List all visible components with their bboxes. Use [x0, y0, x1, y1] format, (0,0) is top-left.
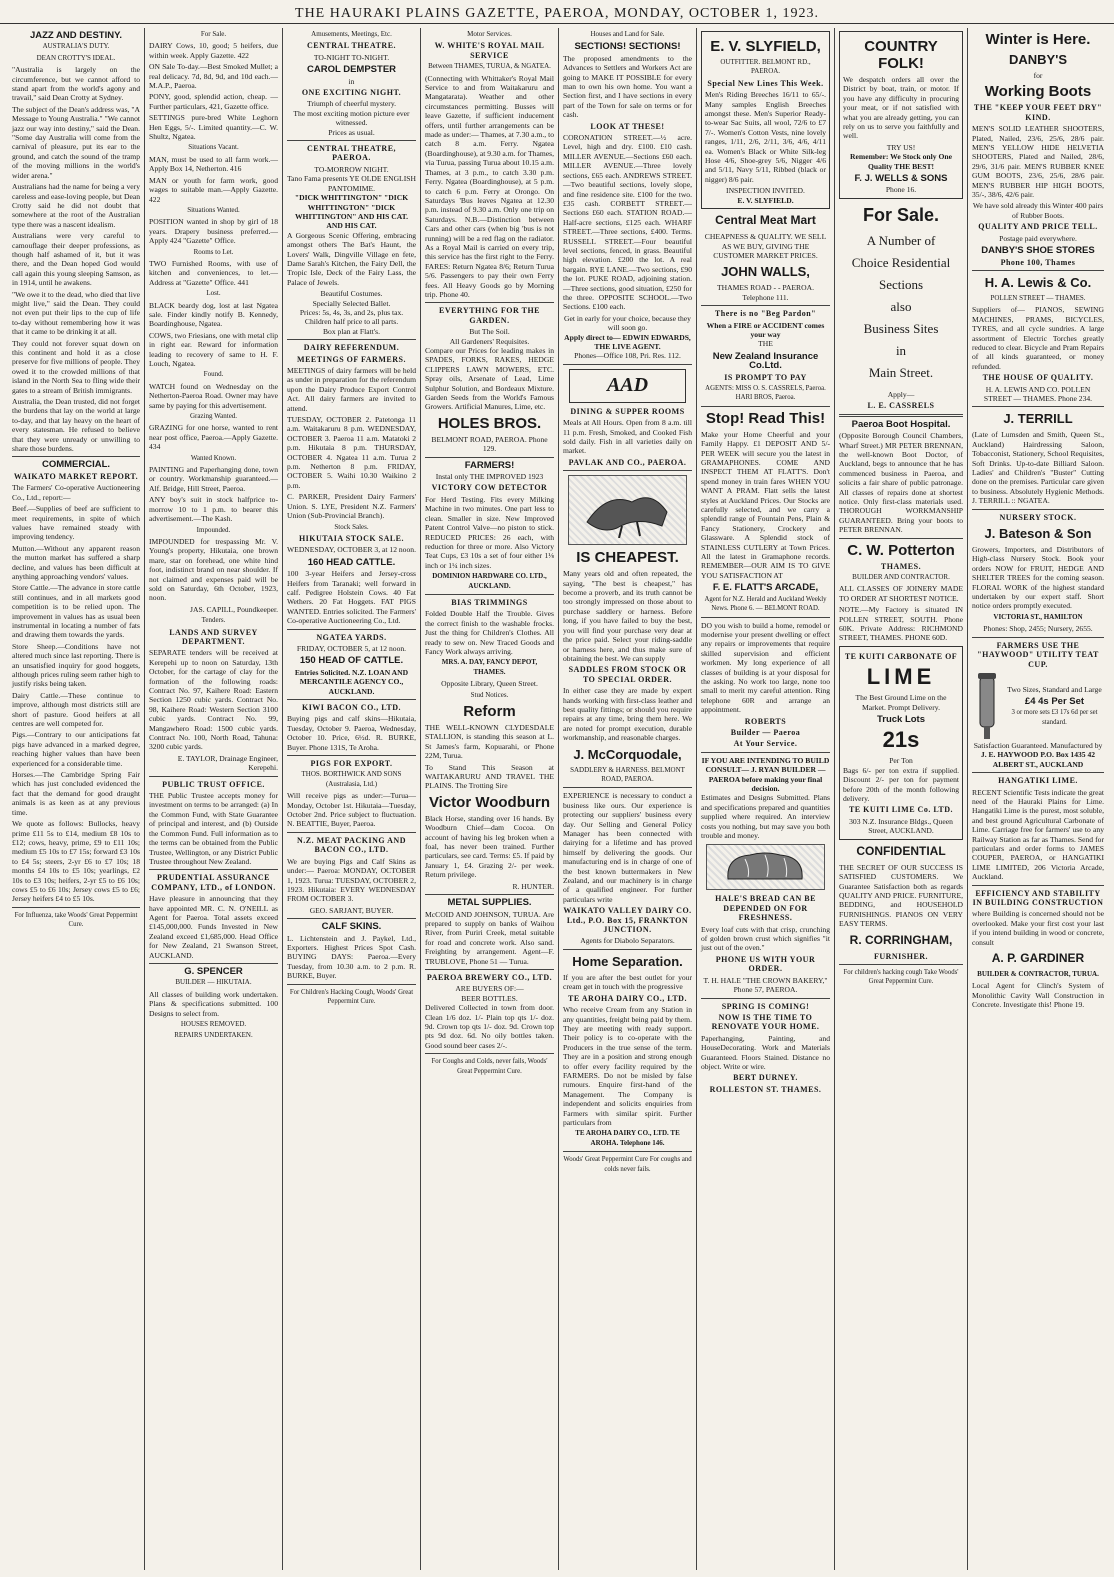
ad-text: In either case they are made by expert hands working with first-class leather and best quality fittings; or should you require repairs at any time, bring them here. We are noted for prompt execution, durable workmanship, and reasonable charges. [563, 686, 692, 743]
ad-text: THE SECRET OF OUR SUCCESS IS SATISFIED CUSTOMERS. We Guarantee Satisfaction both as regards QUALITY AND PRICE. FURNITURE, BEDDING, and HOUSEHOLD FURNISHINGS. PIANOS ON VERY EASY TERMS. [839, 862, 963, 929]
ad-subtitle: BUILDER AND CONTRACTOR. [852, 572, 950, 581]
ad-title: PAEROA BREWERY CO., LTD. [426, 972, 553, 982]
ad-text: To Stand This Season at WAITAKARURU AND TRAVEL THE PLAINS. The Trotting Sire [425, 762, 554, 791]
ad-title: Paeroa Boot Hospital. [851, 418, 951, 430]
ad-text: Estimates and Designs Submitted. Plans and specifications prepared and quantities supplied where required. An interview costs you nothing, but may save you both trouble and money. [701, 793, 830, 841]
ad-line: Apply— [887, 389, 915, 399]
footer-ad: Woods' Great Peppermint Cure For coughs and colds never fails. [563, 1156, 692, 1173]
ad-text: Who receive Cream from any Station in any quantities, freight being paid by them. They are meeting with ready support. Their policy is to co-operate with the Producers in the true sense of the term. They are in a position and strong enough to offer every facility required by the FARMERS. Do not be misled by false rumours. Enquire first-hand of the Management. The Company is independent and solicits enquiries from Farmers with similar spirit. Further particulars from [563, 1005, 692, 1127]
signature: TE AROHA DAIRY CO., LTD. TE AROHA. Telephone 146. [575, 1129, 680, 1147]
ad-text: RECENT Scientific Tests indicate the great need of the Hauraki Plains for Lime. Hangatiki Lime is the purest, most soluble, and best ground Agricultural Carbonate of Lime. Carriage free for farmers' use to any Railway Station as far as Thames. Send for particulars and order forms to JAMES COUPER, PAEROA, or HANGATIKI LIME LIMITED, 206 Victoria Arcade, Auckland. [972, 787, 1104, 882]
ad-title: CENTRAL THEATRE, PAEROA. [306, 144, 397, 163]
haywood-body [972, 671, 1104, 741]
dining-logo: AAD [569, 369, 685, 403]
ad-brand: C. W. Potterton [847, 541, 955, 559]
ad-brand: F. E. FLATT'S ARCADE, [712, 582, 819, 594]
ad-line: Two Sizes, Standard and Large [1007, 684, 1102, 694]
section-heading: Found. [203, 370, 224, 379]
ad-title: Working Boots [984, 83, 1092, 101]
ad-title: NURSERY STOCK. [999, 512, 1077, 522]
ad-line: Opposite Library, Queen Street. [441, 679, 538, 689]
classified-ad: ANY boy's suit in stock halfprice to-morrow 10 to 1 p.m. to bearer this advertisement.—The Kash. [149, 495, 278, 524]
ad-line: Choice Residential [851, 254, 951, 270]
ad-text: Bags 6/- per ton extra if supplied. Discount 2/- per ton for payment before 20th of the month following delivery. [843, 765, 959, 804]
ad-text: Growers, Importers, and Distributors of High-class Nursery Stock. Book your orders NOW for FRUIT, HEDGE AND SHELTER TREES for the coming season. FLORAL WORK of the highest standard undertaken by our expert staff. Short notice orders promptly executed. [972, 545, 1104, 611]
ad-line: Prices as usual. [328, 127, 375, 137]
ad-text: TUESDAY, OCTOBER 2. Patetonga 11 a.m. Waitakaruru 8 p.m. WEDNESDAY, OCTOBER 3. Paeroa 11 a.m. Matatoki 2 p.m. Hikutaia 8 p.m. THURSDAY, OCTOBER 4. Ngatea 11 a.m. Turua 2 p.m. Netherton 8 p.m. FRIDAY, OCTOBER 5. Waihi 10.30 Waikino 2 p.m. [287, 415, 416, 490]
ad-line: Main Street. [868, 364, 934, 380]
bread-loaf-icon [720, 849, 810, 885]
ad-title: DINING & SUPPER ROOMS [570, 406, 685, 416]
ad-title: IS CHEAPEST. [576, 549, 679, 567]
footer-ad: For Influenza, take Woods' Great Peppermint Cure. [14, 911, 138, 929]
section-heading: Tenders. [201, 616, 226, 625]
ad-line: ROLLESTON ST. THAMES. [709, 1084, 822, 1094]
ad-brand: E. V. SLYFIELD, [710, 38, 821, 55]
ad-line: Prices: 5s, 4s, 3s, and 2s, plus tax. Children half price to all parts. [299, 307, 404, 327]
ad-title: METAL SUPPLIES. [447, 897, 532, 909]
ad-line: When a FIRE or ACCIDENT comes your way [706, 320, 825, 339]
article-paragraph: "Australia is largely on the circumference, but we cannot afford to stand apart from the world's agony and travail," said Dean Crotty at Sydney. [12, 65, 140, 103]
ad-title: THAMES. [880, 561, 922, 571]
ad-line: The most exciting motion picture ever witnessed. [293, 108, 410, 128]
ad-title: G. SPENCER [184, 965, 243, 977]
ad-title: NGATEA YARDS. [316, 632, 387, 642]
ad-brand: LIME [866, 664, 936, 690]
section-heading: For Sale. [200, 30, 227, 38]
ad-title: Special New Lines This Week. [707, 78, 824, 88]
ad-title: PHONE US WITH YOUR ORDER. [715, 954, 816, 974]
ad-brand: L. E. CASSRELS [867, 401, 935, 411]
ad-line: Entries Solicited. N.Z. LOAN AND MERCANTILE AGENCY CO., AUCKLAND. [294, 667, 409, 696]
ad-text: Every loaf cuts with that crisp, crunching of golden brown crust which signifies "it just out of the oven." [701, 924, 830, 953]
ad-line: INSPECTION INVITED. [726, 186, 805, 196]
ad-brand: DANBY'S [1009, 52, 1067, 67]
ad-text: (Opposite Borough Council Chambers, Wharf Street.) MR PETER BRENNAN, the well-known Boot Doctor, of Auckland, begs to announce that he has commenced business in Paeroa, and solicits a fair share of public patronage. All classes of repairs done at shortest notice. Only first-class materials used. THOROUGH WORKMANSHIP GUARANTEED. Bring your boots to PETER BRENNAN. [839, 431, 963, 535]
ad-line: Sections [878, 276, 924, 292]
section-heading: Lost. [206, 289, 221, 298]
ad-text: Meals at All Hours. Open from 8 a.m. till 11 p.m. Fresh, Smoked, and Cooked Fish sold daily. Fish in all varieties daily on market. [563, 418, 692, 456]
ad-line: But The Soil. [469, 327, 510, 337]
ad-subtitle: POLLEN STREET — THAMES. [990, 293, 1086, 302]
classified-ad: PAINTING and Paperhanging done, town or country. Workmanship guaranteed.—Alf. Bridge, Hill Street, Paeroa. [149, 465, 278, 493]
ad-text: CHEAPNESS & QUALITY. WE SELL AS WE BUY, GIVING THE CUSTOMER MARKET PRICES. [704, 232, 827, 260]
signature: GEO. SARJANT, BUYER. [309, 905, 394, 915]
ad-title: W. WHITE'S ROYAL MAIL SERVICE [434, 41, 545, 60]
ad-line: FRIDAY, OCTOBER 5, at 12 noon. [296, 643, 407, 653]
ad-title: There is no "Beg Pardon" [714, 309, 817, 319]
ad-text: (Connecting with Whittaker's Royal Mail Service to and from Waitakaruru and Mangatarata). Weather and other circumstances permitting. Busses will leave Gazette, if sufficient inducement offers, until further arrangements can be made as under:— Thames, at 7.30 a.m., to catch 8 a.m. Ferry. Ngatea (Boardinghouse), at 9.30 a.m. for Thames, via Turua, passing Turua about 10.15 a.m. Thames, at 3 p.m., to catch 3.30 p.m. Ferry. Ngatea (Boardinghouse), at 5 p.m. to catch 6 p.m. Ferry at Orongo. On Saturdays 'Bus leaves Ngatea at 12.30 p.m. instead of 9.30 a.m. Only one trip on Saturdays. N.B.—Distinction between Cars and other cars (when big 'bus is not running) will be a red flag on the radiator. As a Royal Mail is carried on every trip, this service has the first right to the Ferry. FARES: Return Ngatea 8/6; Return Turua 5/6. Passengers to pay their own Ferry fees. All Heavy Goods go by Morning trip. Phone 40. [425, 73, 554, 299]
article-paragraph: They could not forever squat down on this continent and hold it as a close preserve for five millions of people. They owed it to the crowded millions of that island in the North Sea to fling wide their gates to a stream of British immigrants. [12, 338, 140, 395]
page-columns [8, 28, 1108, 1570]
article-subtitle: AUSTRALIA'S DUTY. [42, 42, 110, 51]
article-title: WAIKATO MARKET REPORT. [13, 471, 139, 481]
article-paragraph: Beef.—Supplies of beef are sufficient to meet requirements, in spite of which values have remained steady with improving tendency. [12, 504, 140, 542]
article-subtitle: DEAN CROTTY'S IDEAL. [36, 53, 116, 62]
ad-title: BIAS TRIMMINGS [451, 597, 528, 607]
ad-title: WAIKATO VALLEY DAIRY CO. Ltd., P.O. Box 15, FRANKTON JUNCTION. [563, 906, 692, 935]
classified-ad: COWS, two Friesians, one with metal clip in right ear. Reward for information leading to recovery of same to H. F. Louch, Ngatea. [149, 330, 278, 368]
section-heading: Stud Notices. [470, 690, 509, 699]
ad-line: BELMONT ROAD, PAEROA. Phone 129. [431, 434, 548, 454]
ad-text: MEN'S SOLID LEATHER SHOOTERS, Plated, Nailed, 23/6, 25/6, 28/6 pair. MEN'S YELLOW HIDE HELVETIA SHOOTERS, Plated and Nailed, 28/6, 29/6, 31/6 pair. MEN'S RUBBER KNEE GUM BOOTS, 23/6, 25/6, 28/6 pair. MEN'S RUBBER HIP HIGH BOOTS, 35/-, 38/6, 42/6 pair. [972, 124, 1104, 200]
ad-subtitle: THOS. BORTHWICK AND SONS (Australasia, Ltd.) [301, 770, 402, 788]
ad-title: Home Separation. [572, 953, 683, 969]
country-folk-ad [839, 31, 963, 199]
section-heading: Rooms to Let. [193, 247, 234, 256]
ad-line: All Gardeners' Requisites. [449, 336, 530, 346]
ad-line: Phones—Office 108, Pri. Res. 112. [574, 351, 681, 361]
signature: T. H. HALE "THE CROWN BAKERY," Phone 57, PAEROA. [703, 975, 828, 995]
ad-line: HOUSES REMOVED. [180, 1020, 247, 1028]
ad-subtitle: SADDLERY & HARNESS. BELMONT ROAD, PAEROA. [570, 765, 685, 783]
ad-title: FARMERS! [464, 459, 515, 471]
ad-title: PUBLIC TRUST OFFICE. [162, 779, 265, 789]
price: £4 4s Per Set [1024, 696, 1085, 707]
ad-brand: ROBERTS [744, 716, 787, 726]
ad-text: where Building is concerned should not be overlooked. Make your first cost your last if you intend building in wood or concrete, consult [972, 909, 1104, 947]
classified-ad: TWO Furnished Rooms, with use of kitchen and conveniences, to let.—Address at "Gazette" Office. 441 [149, 258, 278, 287]
ad-text: CORONATION STREET.—½ acre. Level, high and dry. £100. £10 cash. MILLER AVENUE.—Sections £60 each. MILLER AVENUE.—Three lovely sections, £65 each. ANDREWS STREET.—Two beautiful sections, lovely slope, and fine residence site. £100 for the two. £35 cash. CORBETT STREET.—Sections £60 each. STATION ROAD.—Half-acre sections, £125 each. WHARF STREET.—Three sections, £400. Terms. RUSSELL STREET.—Four beautiful level sections, fenced, in grass. Beautiful high elevation. £200 the lot. A real bargain. RYE LANE.—Two sections, £90 the lot. PUKE ROAD, adjoining station.—Three sections, good situation, £250 for the three. OPPOSITE SCHOOL.—Two Sections. £100 each. [563, 133, 692, 312]
ad-brand: R. CORRINGHAM, [849, 932, 953, 947]
ad-text: Black Horse, standing over 16 hands. By Woodburn Chief—dam Cocoa. On account of having his leg broken when a foal, has never been trained. Further particulars, see card. Terms: £5. If paid by January 1, £4. Grazing 2/- per week. Return privilege. [425, 813, 554, 880]
signature: H. A. LEWIS AND CO. POLLEN STREET — THAMES. Phone 234. [983, 384, 1093, 403]
ad-title: HALE'S BREAD CAN BE DEPENDED ON FOR FRESHNESS. [715, 894, 816, 923]
signature: E. TAYLOR, Drainage Engineer, Kerepehi. [177, 753, 278, 773]
section-heading: Situations Wanted. [187, 205, 240, 214]
classified-ad: MAN or youth for farm work, good wages to suitable man.—Apply Gazette. 422 [149, 175, 278, 204]
article-paragraph: Store Sheep.—Conditions have not altered much since last reporting. There is an unsatisfied inquiry for good hoggets, although prices ruling seem rather high to justify risks being taken. [12, 641, 140, 689]
ad-line: 160 HEAD CATTLE. [307, 556, 396, 568]
ad-title: N.Z. MEAT PACKING AND BACON CO., LTD. [297, 835, 406, 855]
ad-title: THE HOUSE OF QUALITY. [982, 373, 1094, 383]
ad-line: Per Ton [889, 756, 913, 766]
ad-text: Will receive pigs as under:—Turua—Monday, October 1st. Hikutaia—Tuesday, October 2nd. Price subject to fluctuation. N. BEATTIE, Buyer, Paeroa. [287, 791, 416, 829]
classified-ad: THE Public Trustee accepts money for investment on terms to be arranged: (a) In the Common Fund, with State Guarantee of principal and interest, and (b) Outside the Common Fund. Full information as to the terms can be obtained from the Public Trustee, Wellington, or any District Public Trustee throughout New Zealand. [149, 791, 278, 866]
footer-ad: For Children's Hacking Cough, Woods' Great Peppermint Cure. [289, 988, 414, 1005]
ad-brand: Victor Woodburn [428, 793, 551, 811]
bread-illustration [706, 844, 825, 890]
ad-subtitle: Between THAMES, TURUA, & NGATEA. [428, 62, 551, 71]
ad-title: FARMERS USE THE "HAYWOOD" UTILITY TEAT CUP. [977, 640, 1099, 669]
ad-title: TE AROHA DAIRY CO., LTD. [568, 993, 687, 1003]
ad-title: Stop! Read This! [705, 409, 826, 427]
ad-line: Tano Fama presents YE OLDE ENGLISH PANTOMIME. [287, 174, 416, 193]
ad-title: PIGS FOR EXPORT. [310, 759, 393, 769]
ad-line: DOMINION HARDWARE CO. LTD., AUCKLAND. [432, 572, 547, 590]
classified-ad: DAIRY Cows, 10, good; 5 heifers, due within week. Apply Gazette. 422 [149, 41, 278, 60]
ad-title: IS PROMPT TO PAY [724, 372, 807, 382]
article-paragraph: The subject of the Dean's address was, "A Message to Young Australia." "We cannot jazz our way into destiny," said the Dean. "Some day Australia will come from the carnival of pleasure, put its ear to the ground, and catch the sound of the tramp of the moving millions in the world's wider arena." [12, 104, 140, 180]
signature: JAS. CAPILL, Poundkeeper. [190, 604, 278, 614]
ad-brand: TE KUITI LIME Co. LTD. [848, 805, 954, 815]
ad-title: VICTORY COW DETECTOR [431, 483, 548, 493]
ad-text: IF YOU ARE INTENDING TO BUILD CONSULT— J. RYAN BUILDER — PAEROA before making your final decision. [701, 755, 830, 793]
ad-text: We despatch orders all over the District by boat, train, or motor. If you have any difficulty in procuring your meat, or if not satisfied with what you are already getting, you can rely on us to serve you faithfully and well. [843, 75, 959, 141]
ad-brand: HOLES BROS. [437, 414, 542, 432]
ad-text: DO you wish to build a home, remodel or modernise your present dwelling or effect any repairs or improvements that require skilled supervision and efficient workmen. My long experience of all classes of building is at your disposal for the asking. No work too large, none too small to merit my careful attention. Ring telephone 60R and arrange an appointment. [701, 620, 830, 715]
classified-ad: ON Sale To-day.—Best Smoked Mullet; a real delicacy. 7d, 8d, 9d, and 10d each.—M.A.P., Paeroa. [149, 62, 278, 91]
column-7 [835, 28, 968, 1570]
signature: E. V. SLYFIELD. [737, 195, 794, 205]
lime-ad [839, 646, 963, 840]
ad-text: Buying pigs and calf skins—Hikutaia, Tuesday, October 9. Paeroa, Wednesday, October 10. Price, 6½d. R. BURKE, Buyer. Phone 131S, Te Aroha. [287, 714, 416, 752]
ad-text: The Best Ground Lime on the Market. Prompt Delivery. [855, 693, 947, 712]
ad-line: also [890, 298, 912, 314]
ad-subtitle: OUTFITTER. BELMONT RD., PAEROA. [720, 58, 811, 76]
ad-line: Phone 100, Thames [1000, 257, 1076, 267]
column-3 [283, 28, 421, 1570]
ad-line: Business Sites [863, 320, 939, 336]
ad-text: Many years old and often repeated, the saying, "The best is cheapest," has become a proverb, and its truth cannot be too strongly impressed on those about to purchase saddlery or harness. Before long, if you have failed to buy the best, you will find your purchase very dear at the price paid. Select your riding-saddle or harness here, and thus make sure of obtaining the best. We can supply [563, 569, 692, 663]
ad-text: McCOID AND JOHNSON, TURUA. Are prepared to supply on banks of Waihou River, from Puriri Creek, metal suitable for road and concrete work. Also sand. Freighting by arrangement. Agent—F. TRUBLOVE, Phone 51 — Turua. [425, 909, 554, 966]
classified-ad: POSITION wanted in shop by girl of 18 years. Drapery business preferred.—Apply 424 "Gazette" Office. [149, 217, 278, 246]
ad-brand: A. P. GARDINER [991, 951, 1085, 966]
classified-ad: SEPARATE tenders will be received at Kerepehi up to noon on Saturday, 13th October, for the cartage of clay for the formation of the following roads: Contract No. 97, Kaihere Road: Eastern Section 1250 cubic yards. Contract No. 98, Kaihere Road: Western Section 3100 cubic yards. Contract No. 99, Mangawhero Road: 1500 cubic yards. Contract No. 100, North Road, Tahuna: 3200 cubic yards. [149, 648, 278, 752]
ad-line: in [895, 342, 907, 358]
ad-line: AGENTS: MISS O. S. CASSRELS, Paeroa. HARI BROS, Paeroa. [705, 384, 826, 402]
ad-title: LOOK AT THESE! [590, 121, 665, 131]
ad-line: Postage paid everywhere. [999, 233, 1077, 243]
ad-title: KIWI BACON CO., LTD. [301, 703, 402, 712]
saddle-illustration [568, 475, 687, 545]
section-heading: Stock Sales. [334, 522, 369, 531]
ad-title: PAVLAK AND CO., PAEROA. [568, 457, 687, 467]
ad-line: TRY US! [886, 142, 916, 152]
slyfield-ad [701, 31, 830, 209]
ad-line: Box plan at Flatt's. [322, 326, 381, 336]
ad-subtitle: BUILDER & CONTRACTOR, TURUA. [977, 970, 1099, 979]
ad-line: THE [758, 339, 773, 349]
ad-line: Remember: We Stock only One Quality THE BEST! [850, 152, 952, 171]
ad-title: THE "KEEP YOUR FEET DRY" KIND. [973, 103, 1103, 122]
ad-text: The proposed amendments to the Advances to Settlers and Workers Act are going to MAKE IT POSSIBLE for every man to own his own home. You want a Section first, and I have sections in every part of the Town for sale on terms or for cash. [563, 53, 692, 120]
ad-title: HANGATIKI LIME. [998, 776, 1078, 786]
ad-title: For Sale. [862, 204, 940, 225]
ad-text: C. PARKER, President Dairy Farmers' Union. S. LYE, President N.Z. Farmers' Union (Sub-Provincial Branch). [287, 492, 416, 521]
ad-line: WEDNESDAY, OCTOBER 3, at 12 noon. [287, 545, 416, 555]
ad-brand: DANBY'S SHOE STORES [981, 245, 1095, 257]
ad-title: PRUDENTIAL ASSURANCE COMPANY, LTD., of LONDON. [151, 873, 276, 892]
section-heading: COMMERCIAL. [41, 459, 111, 471]
ad-title: HIKUTAIA STOCK SALE. [298, 533, 405, 543]
ad-line: CAROL DEMPSTER [306, 64, 397, 76]
ad-line: for [1033, 71, 1043, 80]
article-paragraph: The Farmers' Co-operative Auctioneering Co., Ltd., report:— [12, 483, 140, 502]
ad-brand: Reform [463, 703, 516, 720]
ad-line: Agents for Diabolo Separators. [580, 936, 675, 946]
footer-ad: For children's hacking cough Take Woods' Great Peppermint Cure. [843, 968, 959, 986]
ad-line: 3 or more sets £3 17s 6d per set standard. [1011, 709, 1098, 726]
article-paragraph: Store Cattle.—The advance in store cattle still continues, and in all markets good competition is to be relied upon. The improvement in values has as usual been instrumental in locating a number of fats and drawing them towards the yards. [12, 583, 140, 640]
article-paragraph: "We owe it to the dead, who died that live might live," said the Dean. They could not even put their lips to the cup of life to-day without remembering how it was that it came to be drinking it at all. [12, 289, 140, 337]
price: 21s [882, 727, 920, 753]
ad-title: COUNTRY FOLK! [864, 38, 938, 72]
ad-line: Instal only THE IMPROVED 1923 [435, 472, 544, 482]
ad-line: Satisfaction Guaranteed. Manufactured by [973, 740, 1103, 750]
ad-text: Suppliers of— PIANOS, SEWING MACHINES, PRAMS, BICYCLES, TYRES, and all cycle sundries. A large assortment of Electric Torches greatly reduced to clear. Bicycle and Pram Repairs of all kinds guaranteed, or money refunded. [972, 305, 1104, 371]
section-heading: Houses and Land for Sale. [590, 30, 665, 38]
ad-title: CALF SKINS. [321, 921, 382, 933]
classified-ad: PONY, good, splendid action, cheap. — Further particulars, 421, Gazette office. [149, 92, 278, 111]
column-5 [559, 28, 697, 1570]
ad-subtitle: BUILDER — HIKUTAIA. [175, 978, 252, 987]
ad-text: Make your Home Cheerful and your Family Happy. £1 DEPOSIT AND 5/- PER WEEK will secure you the latest in GRAMAPHONES. COME AND INSPECT THEM AT FLATT'S. Don't spend money in train fares WHEN YOU WANT A PRAM. Flatt sells the latest styles at Auckland Prices. Our Stocks are carefully selected, and we carry a splendid range of Fountain Pens, Plain & Fancy Stationery, Crockery and Glassware. A Splendid stock of STAINLESS CUTLERY at Town Prices. All the latest in Gramaphone records. REMEMBER—OUR AIM IS TO GIVE YOU SATISFACTION AT [701, 429, 830, 580]
ad-title: DAIRY REFERENDUM. [303, 343, 400, 353]
ad-line: 150 HEAD OF CATTLE. [299, 655, 404, 667]
article-paragraph: Pigs.—Contrary to our anticipations fat pigs have advanced in a marked degree, reaching higher values than have been experienced for a considerable time. [12, 730, 140, 768]
classified-ad: BLACK beardy dog, lost at last Ngatea sale. Finder kindly notify B. Kennedy, Boardinghouse, Ngatea. [149, 300, 278, 329]
ad-line: Phone 16. [885, 185, 917, 195]
ad-text: We are buying Pigs and Calf Skins as under:— Paeroa: MONDAY, OCTOBER 1, 1923. Turua: TUESDAY, OCTOBER 2, 1923. Hikutaia: EVERY WEDNESDAY FROM OCTOBER 3. [287, 856, 416, 904]
classified-ad: SETTINGS pure-bred White Leghorn Hen Eggs, 5/-. Limited quantity.—C. W. Shultz, Ngatea. [149, 113, 278, 142]
ad-text: Delivered Collected in town from door. Clean 1/6 doz. 1/- Plain top qts 1/- doz. 9d. Crown top qts 1/- doz. 9d. Crown top pts 9d doz. 6d. No oily bottles taken. Good sound beer cases 2/-. [425, 1003, 554, 1050]
ad-title: Winter is Here. [985, 31, 1091, 48]
ad-line: REPAIRS UNDERTAKEN. [174, 1031, 253, 1040]
ad-title: At Your Service. [733, 739, 798, 749]
ad-line: VICTORIA ST., HAMILTON [993, 612, 1083, 621]
classified-ad: All classes of building work undertaken. Plans & specifications submitted. 100 Designs to select from. [149, 989, 278, 1018]
ad-title: MEETINGS OF FARMERS. [297, 354, 406, 364]
article-paragraph: Horses.—The Cambridge Spring Fair which has just concluded evidenced the fact that the demand for good draught animals is as keen as at any previous time. [12, 770, 140, 817]
ad-line: ONE EXCITING NIGHT. [301, 88, 402, 98]
classified-ad: Have pleasure in announcing that they have appointed MR. C. N. O'NEILL as Agent for Paeroa. Total assets exceed £145,000,000. Funds Invested in New Zealand exceed £1,685,000. Head Office for New Zealand, 21 Swanson Street, AUCKLAND. [149, 894, 278, 960]
ad-title: NOW IS THE TIME TO RENOVATE YOUR HOME. [711, 1012, 820, 1032]
ad-line: TO-MORROW NIGHT. [314, 164, 389, 174]
ad-line: MRS. A. DAY, FANCY DEPOT, THAMES. [441, 658, 538, 676]
ad-title: TE KUITI CARBONATE OF [844, 651, 958, 661]
signature: J. E. HAYWOOD P.O. Box 1435 42 ALBERT ST., AUCKLAND [980, 750, 1096, 769]
ad-text: A Gorgeous Scenic Offering, embracing amongst others The Bat's Haunt, the Lovers' Walk, Dingville Village en fete, Dame Sarah's Kitchen, the Fairy Dell, the Tropic Isle, Deck of the Fairy Lass, the Palace of Jewels. [287, 230, 416, 287]
ad-line: BEER BOTTLES. [461, 993, 518, 1003]
ad-text: For Herd Testing. Fits every Milking Machine in two minutes. One part less to clean. Smaller in size. New Improved Patent Control Valve—no piston to stick. REDUCED PRICES: 26 each, with reduction for three or more. Also Victory Teat Cups, £3 10s a set of four either 1⅛ inch or 1¼ inch sizes. [425, 494, 554, 570]
ad-title: Builder — Paeroa [730, 727, 801, 737]
ad-brand: J. McCorquodale, [573, 746, 682, 762]
article-paragraph: Australians had the name for being a very careless and ease-loving people, but Dean Crotty said he did not doubt that somewhere at the root of the Australian type there was a nascent idealism. [12, 182, 140, 229]
ad-brand: J. TERRILL [1003, 411, 1073, 427]
masthead: THE HAURAKI PLAINS GAZETTE, PAEROA, MONDAY, OCTOBER 1, 1923. [0, 0, 1114, 24]
ad-brand: J. Bateson & Son [984, 526, 1092, 542]
footer-ad: For Coughs and Colds, never fails, Woods' Great Peppermint Cure. [431, 1058, 548, 1075]
ad-title: SPRING IS COMING! [721, 1001, 810, 1011]
ad-title: EFFICIENCY AND STABILITY IN BUILDING CONSTRUCTION [972, 888, 1104, 907]
ad-title: QUALITY AND PRICE TELL. [978, 222, 1098, 232]
section-heading: Situations Vacant. [188, 143, 239, 152]
ad-text: ALL CLASSES OF JOINERY MADE TO ORDER AT SHORTEST NOTICE. [839, 584, 963, 603]
section-heading: Grazing Wanted. [189, 412, 238, 421]
ad-text: MEETINGS of dairy farmers will be held as under in preparation for the referendum upon the Dairy Produce Export Control Act. All dairy farmers are invited to attend. [287, 366, 416, 413]
column-6 [697, 28, 835, 1570]
ad-text: Folded Double Half the Trouble. Gives the correct finish to the washable frocks. Just the thing for Children's Clothes. All ready to sew on. New Traced Goods and Fancy Work always arriving. [425, 609, 554, 656]
ad-line: Beautiful Costumes. [320, 289, 383, 299]
ad-title: Truck Lots [876, 714, 926, 726]
classified-ad: IMPOUNDED for trespassing Mr. V. Young's property, Hikutaia, one brown mare, star on forehead, one white hind foot, indistinct brand on near shoulder. If not claimed and expenses paid will be sold on Saturday, 6th October, 1923, noon. [149, 536, 278, 603]
ad-line: Triumph of cheerful mystery. [306, 99, 397, 109]
ad-title: CENTRAL THEATRE. [306, 41, 397, 51]
ad-title: SECTIONS! SECTIONS! [574, 41, 681, 53]
teat-cup-icon [972, 671, 1002, 741]
column-2 [145, 28, 283, 1570]
ad-brand: H. A. Lewis & Co. [984, 274, 1092, 290]
article-paragraph: Australia, the Dean trusted, did not forget the burdens that lay on the world at large to-day, and that lay heavy on the heart of every statesman. He refused to believe that they were unready or unwilling to share those burdens. [12, 397, 140, 454]
ad-line: THAMES ROAD - - PAEROA. Telephone 111. [717, 283, 814, 302]
ad-line: Phones: Shop, 2455; Nursery, 2655. [983, 624, 1093, 634]
article-paragraph: Mutton.—Without any apparent reason the mutton market has suffered a sharp decline, and values has been difficult at anything approaching vendors' values. [12, 543, 140, 581]
ad-line: Specially Selected Ballet. [312, 298, 391, 308]
saddle-icon [577, 482, 677, 538]
ad-brand: BERT DURNEY. [733, 1073, 798, 1083]
section-heading: Amusements, Meetings, Etc. [311, 30, 392, 38]
ad-text: NOTE.—My Factory is situated IN POLLEN STREET, SOUTH. Phone 60K. Private Address: RICHMOND STREET, THAMES. PHONE 60D. [839, 605, 963, 643]
ad-text: Men's Riding Breeches 16/11 to 65/-. Many samples English Breeches amongst these. Men's Superior Ready-to-wear Sac Suits, all wool, 72/6 to £7 7/-. Women's Cotton Vests, nine lovely ranges, 1/11, 2/6, 2/11, 3/6, 4/6, 4/11 ea. Women's Black or White Silk-leg Hose 4/6, Shoe-grey 5/6, Nigger 4/6 and 5/11, Navy 5/11, Ribbed (black or nigger) 8/6 pair. [705, 90, 826, 184]
ad-brand: JOHN WALLS, [721, 264, 810, 280]
ad-title: SADDLES FROM STOCK OR TO SPECIAL ORDER. [568, 665, 687, 684]
ad-line: We have sold already this Winter 400 pairs of Rubber Boots. [972, 201, 1104, 220]
ad-brand: Central Meat Mart [715, 213, 816, 228]
signature: R. HUNTER. [512, 881, 554, 891]
ad-text: (Late of Lumsden and Smith, Queen St., Auckland) Hairdressing Saloon, Tobacconist, Stationery, School Requisites, Soft Drinks. Up-to-date Billiard Saloon. Ladies' and Children's "Buster" Cutting done on the premises. Particular care given to business. Absolutely Hygienic Methods. J. TERRILL :: NGATEA. [972, 430, 1104, 506]
ad-line: TO-NIGHT TO-NIGHT. [313, 52, 390, 62]
ad-title: EVERYTHING FOR THE GARDEN. [438, 306, 541, 325]
classified-ad: WATCH found on Wednesday on the Netherton-Paeroa Road. Owner may have same by paying for this advertisement. [149, 381, 278, 410]
column-4 [421, 28, 559, 1570]
ad-line: 303 N.Z. Insurance Bldgs., Queen Street, AUCKLAND. [849, 816, 953, 836]
section-heading: Impounded. [196, 525, 231, 534]
ad-text: L. Lichtenstein and J. Paykel, Ltd., Exporters. Highest Prices Spot Cash. BUYING DAYS: Paeroa.—Every Tuesday, from 10.30 a.m. to 2 p.m. R. BURKE, Buyer. [287, 933, 416, 981]
ad-text: THE WELL-KNOWN CLYDESDALE STALLION, is standing this season at L. St James's farm, Kopuarahi, or Phone 22M, Turua. [425, 723, 554, 761]
ad-brand: New Zealand Insurance Co.Ltd. [712, 350, 819, 372]
ad-subtitle: FURNISHER. [873, 951, 929, 961]
classified-ad: GRAZING for one horse, wanted to rent near post office, Paeroa.—Apply Gazette. 434 [149, 423, 278, 452]
ad-text: If you are after the best outlet for your cream get in touch with the progressive [563, 972, 692, 992]
column-8 [968, 28, 1108, 1570]
section-heading: Motor Services. [467, 30, 512, 38]
ad-line: in [348, 76, 355, 86]
article-paragraph: Australians were very careful to camouflage their deeper professions, as though half ashamed of it, but it was there, and the Dean hoped God would call again this young sleeping Samson, as in 1914, until he awakens. [12, 231, 140, 288]
ad-brand: F. J. WELLS & SONS [854, 173, 948, 185]
article-title: JAZZ AND DESTINY. [29, 30, 123, 41]
article-paragraph: We quote as follows: Bullocks, heavy prime £11 5s to £14, medium £8 10s to £12; cows, heavy, prime, £9 to £11 10s; medium £5 10s to £7 15s; forward £3 10s to £4 5s; steers, 2-yr £6 to £7 10s; 18 months £4 10s to £5 10s; yearlings, £2 10s to £3 10s; heifers, 2-yr £5 to £6 10s; cows £5 to £6 10s; Jersey cows £5 to £6; Jersey heifers £4 to £5 10s. [12, 819, 140, 904]
ad-text: EXPERIENCE is necessary to conduct a business like ours. Our experience is protecting our suppliers' business every day. Our Selling and General Policy Manager has been connected with dairying for a lifetime and has proved himself by delivering the goods. Our manufacturing end is in charge of one of the best known buttermakers in New Zealand, and our machinery is in charge of a qualified engineer. For further particulars write [563, 791, 692, 904]
ad-line: "DICK WHITTINGTON" "DICK WHITTINGTON" "DICK WHITTINGTON" AND HIS CAT. AND HIS CAT. [294, 193, 409, 231]
ad-line: A Number of [866, 232, 936, 248]
ad-text: Local Agent for Clinch's System of Monolithic Cavity Wall Construction in Concrete. Investigate this! Phone 19. [972, 981, 1104, 1010]
classified-ad: MAN, must be used to all farm work.—Apply Box 14, Netherton. 416 [149, 154, 278, 174]
ad-line: Agent for N.Z. Herald and Auckland Weekly News. Phone 6. — BELMONT ROAD. [704, 595, 827, 613]
section-heading: Wanted Known. [190, 453, 237, 462]
ad-title: LANDS AND SURVEY DEPARTMENT. [169, 627, 258, 646]
ad-line: Apply direct to— EDWIN EDWARDS, THE LIVE AGENT. [564, 332, 691, 351]
ad-text: 100 3-year Heifers and Jersey-cross Heifers from Taranaki; well forward in calf. Pedigree Holstein Cows. 40 Fat Wethers. 20 Fat Hoggets. FAT PIGS WANTED. Entries solicited. The Farmers' Co-operative Auctioneering Co., Ltd. [287, 569, 416, 626]
ad-text: Compare our Prices for leading makes in SPADES, FORKS, RAKES, HEDGE CLIPPERS LAWN MOWERS, ETC. Spray oils, Arsenate of Lead, Lime Sulphur Solution, and Bordeaux Mixture. Garden Seeds from the World's Famous Growers. Artificial Manures, Lime, etc. [425, 346, 554, 412]
ad-line: Get in early for your choice, because they will soon go. [564, 313, 691, 333]
ad-text: Paperhanging, Painting, and HouseDecorating. Work and Materials Guaranteed. Floors Stained. Distance no object. Write or wire. [701, 1033, 830, 1071]
ad-title: CONFIDENTIAL [856, 843, 946, 858]
ad-line: ARE BUYERS OF:— [455, 984, 524, 994]
column-1 [8, 28, 145, 1570]
article-paragraph: Dairy Cattle.—These continue to improve, although most districts still are short of pasture. Good heifers at all centres are well competed for. [12, 690, 140, 729]
